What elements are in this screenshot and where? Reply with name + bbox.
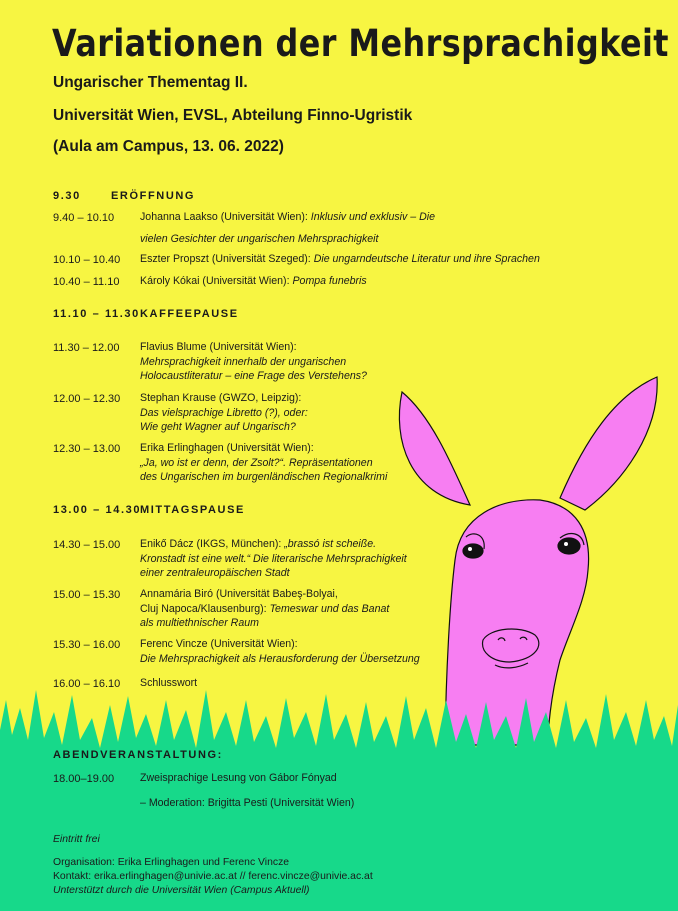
schedule-time: 15.30 – 16.00 (53, 639, 121, 651)
deer-illustration (399, 377, 657, 745)
schedule-entry: Erika Erlinghagen (Universität Wien): „Ja, wo ist er denn, der Zsolt?“. Repräsentationen des Ungarischen im burgenländischen Regionalkrimi (140, 442, 388, 483)
schedule-entry: Enikő Dácz (IKGS, München): „brassó ist scheiße. Kronstadt ist eine welt.“ Die literarische Mehrsprachigkeit einer zentraleuropäischen Stadt (140, 538, 407, 579)
schedule-time: 15.00 – 15.30 (53, 589, 121, 601)
schedule-entry-cont: vielen Gesichter der ungarischen Mehrsprachigkeit (140, 233, 379, 245)
organisation: Organisation: Erika Erlinghagen und Ferenc Vincze (53, 857, 290, 868)
schedule-entry: Ferenc Vincze (Universität Wien): Die Mehrsprachigkeit als Herausforderung der Übersetzung (140, 638, 420, 665)
schedule-time: 12.00 – 12.30 (53, 393, 121, 405)
break-label: KAFFEEPAUSE (140, 308, 239, 320)
break-time: 13.00 – 14.30 (53, 504, 142, 516)
break-time: 11.10 – 11.30 (53, 308, 140, 320)
schedule-entry: Annamária Biró (Universität Babeş-Bolyai, Cluj Napoca/Klausenburg): Temeswar und das Banat als multiethnischer Raum (140, 588, 390, 629)
evening-time: 18.00–19.00 (53, 773, 115, 785)
evening-line2: – Moderation: Brigitta Pesti (Universität Wien) (140, 797, 355, 809)
schedule-time: 10.40 – 11.10 (53, 276, 120, 288)
support-note: Unterstützt durch die Universität Wien (Campus Aktuell) (53, 885, 310, 896)
subtitle-event: Ungarischer Thementag II. (53, 74, 248, 91)
schedule-entry: Eszter Propszt (Universität Szeged): Die ungarndeutsche Literatur und ihre Sprachen (140, 253, 540, 265)
schedule-entry: Johanna Laakso (Universität Wien): Inklusiv und exklusiv – Die (140, 211, 436, 223)
opening-time: 9.30 (53, 190, 81, 202)
schedule-time: 9.40 – 10.10 (53, 212, 115, 224)
evening-line1: Zweisprachige Lesung von Gábor Fónyad (140, 772, 337, 784)
schedule-entry: Stephan Krause (GWZO, Leipzig): Das vielsprachige Libretto (?), oder: Wie geht Wagner auf Ungarisch? (140, 392, 308, 433)
schedule-entry: Flavius Blume (Universität Wien): Mehrsprachigkeit innerhalb der ungarischen Holocaustliteratur – eine Frage des Verstehens? (140, 341, 367, 382)
evening-heading: ABENDVERANSTALTUNG: (53, 749, 223, 761)
schedule-time: 14.30 – 15.00 (53, 539, 121, 551)
schedule-time: 16.00 – 16.10 (53, 678, 121, 690)
opening-label: ERÖFFNUNG (111, 190, 196, 202)
schedule-time: 10.10 – 10.40 (53, 254, 121, 266)
schedule-time: 12.30 – 13.00 (53, 443, 121, 455)
schedule-time: 11.30 – 12.00 (53, 342, 120, 354)
schedule-entry: Károly Kókai (Universität Wien): Pompa funebris (140, 275, 367, 287)
entry-note: Eintritt frei (53, 834, 100, 845)
break-label: MITTAGSPAUSE (140, 504, 245, 516)
poster-title: Variationen der Mehrsprachigkeit (52, 22, 669, 65)
subtitle-venue-date: (Aula am Campus, 13. 06. 2022) (53, 138, 284, 155)
subtitle-institution: Universität Wien, EVSL, Abteilung Finno-Ugristik (53, 107, 413, 124)
closing-label: Schlusswort (140, 677, 198, 689)
contact: Kontakt: erika.erlinghagen@univie.ac.at // ferenc.vincze@univie.ac.at (53, 871, 373, 882)
